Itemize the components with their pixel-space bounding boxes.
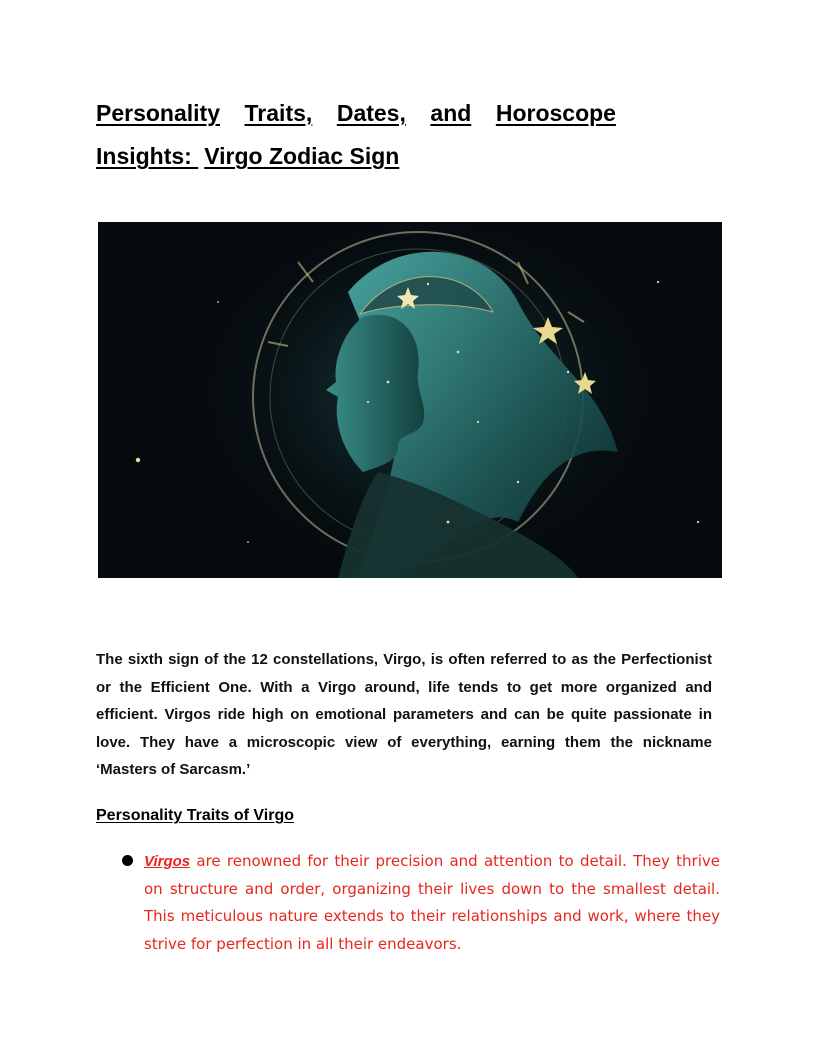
title-word: Personality bbox=[96, 100, 220, 126]
virgo-illustration bbox=[98, 222, 722, 578]
section-heading: Personality Traits of Virgo bbox=[96, 807, 294, 824]
title-word: Insights: bbox=[96, 143, 199, 169]
trait-lead: Virgos bbox=[144, 853, 191, 870]
title-line-1 bbox=[96, 92, 616, 135]
traits-list bbox=[96, 848, 720, 958]
title-line-2 bbox=[96, 135, 616, 178]
bullet-icon bbox=[122, 855, 133, 866]
title-word: Virgo Zodiac Sign bbox=[204, 143, 400, 169]
hero-image bbox=[98, 222, 722, 578]
title-word: and bbox=[430, 100, 472, 126]
intro-paragraph: The sixth sign of the 12 constellations, Virgo, is often referred to as the Perfectionist or the Efficient One. With a Virgo around, life tends to get more organized and efficient. Virgos ride high on emotional parameters and can be quite passionate in love. They have a microscopic view of everything, earning them the nickname ‘Masters of Sarcasm.’ bbox=[96, 651, 712, 778]
title-word: Dates, bbox=[336, 100, 406, 126]
trait-text: are renowned for their precision and attention to detail. They thrive on structure and order, organizing their lives down to the smallest detail. This meticulous nature extends to their relationships and work, where they strive for perfection in all their endeavors. bbox=[144, 852, 720, 953]
document-title bbox=[96, 92, 616, 178]
list-item bbox=[96, 848, 720, 958]
title-word: Horoscope bbox=[495, 100, 616, 126]
title-word: Traits, bbox=[244, 100, 313, 126]
